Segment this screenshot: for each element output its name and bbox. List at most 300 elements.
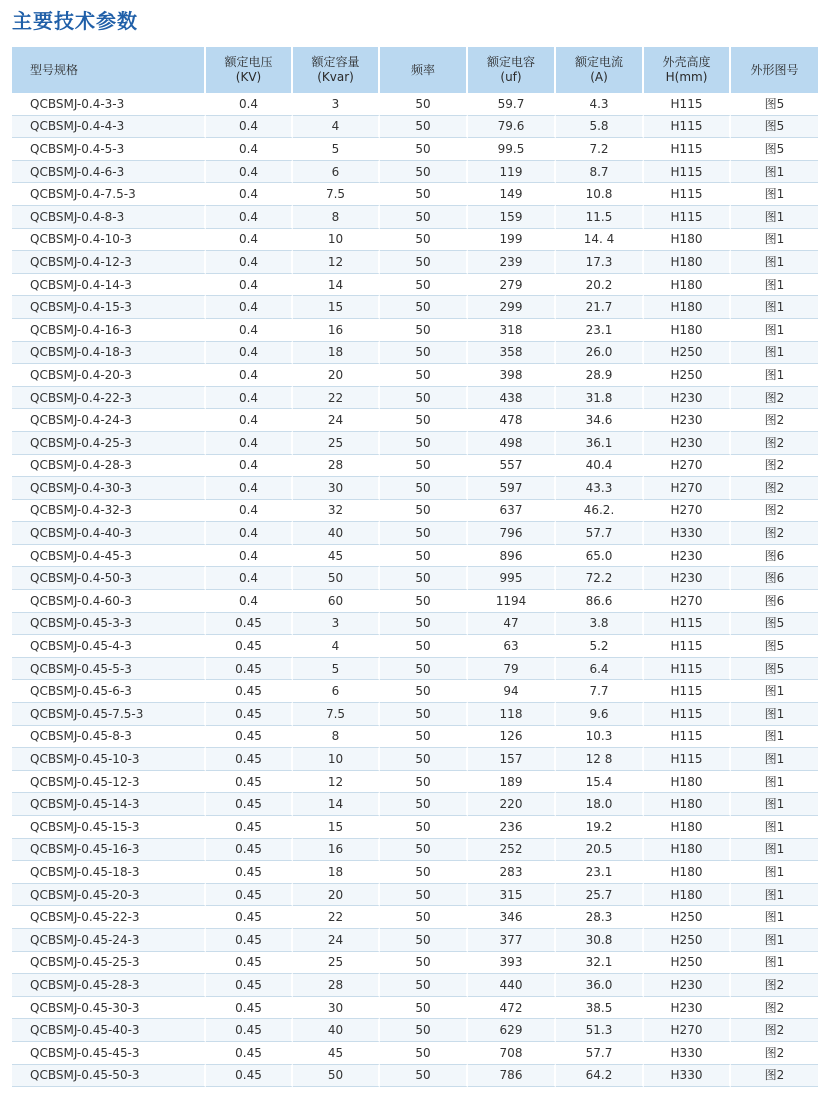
voltage-cell: 0.45 (206, 1065, 293, 1088)
capacitance-cell: 377 (468, 929, 556, 952)
capacity-cell: 10 (293, 748, 380, 771)
drawing-cell: 图5 (731, 635, 818, 658)
page-title: 主要技术参数 (12, 9, 138, 33)
height-cell: H330 (644, 1065, 731, 1088)
voltage-cell: 0.45 (206, 748, 293, 771)
capacity-cell: 6 (293, 161, 380, 184)
model-cell: QCBSMJ-0.4-15-3 (12, 296, 206, 319)
height-cell: H115 (644, 703, 731, 726)
height-cell: H180 (644, 816, 731, 839)
current-cell: 32.1 (556, 952, 644, 975)
frequency-cell: 50 (380, 1019, 468, 1042)
frequency-cell: 50 (380, 522, 468, 545)
capacity-cell: 7.5 (293, 183, 380, 206)
table-row (12, 522, 818, 545)
drawing-cell: 图5 (731, 658, 818, 681)
voltage-cell: 0.45 (206, 1042, 293, 1065)
header-model (12, 47, 206, 93)
drawing-cell: 图1 (731, 703, 818, 726)
drawing-cell: 图2 (731, 409, 818, 432)
voltage-cell: 0.45 (206, 703, 293, 726)
drawing-cell: 图1 (731, 183, 818, 206)
drawing-cell: 图6 (731, 545, 818, 568)
current-cell: 5.2 (556, 635, 644, 658)
capacitance-cell: 79 (468, 658, 556, 681)
height-cell: H180 (644, 319, 731, 342)
height-cell: H115 (644, 680, 731, 703)
drawing-cell: 图5 (731, 613, 818, 636)
header-outline-drawing (731, 47, 818, 93)
voltage-cell: 0.4 (206, 229, 293, 252)
drawing-cell: 图1 (731, 884, 818, 907)
current-cell: 7.2 (556, 138, 644, 161)
capacity-cell: 30 (293, 997, 380, 1020)
header-rated-current-unit: (A) (590, 70, 608, 84)
capacity-cell: 5 (293, 138, 380, 161)
capacity-cell: 28 (293, 974, 380, 997)
height-cell: H180 (644, 861, 731, 884)
capacitance-cell: 157 (468, 748, 556, 771)
current-cell: 34.6 (556, 409, 644, 432)
capacitance-cell: 118 (468, 703, 556, 726)
capacitance-cell: 315 (468, 884, 556, 907)
capacity-cell: 3 (293, 93, 380, 116)
capacity-cell: 12 (293, 251, 380, 274)
capacitance-cell: 597 (468, 477, 556, 500)
voltage-cell: 0.4 (206, 251, 293, 274)
table-row (12, 680, 818, 703)
model-cell: QCBSMJ-0.4-4-3 (12, 116, 206, 139)
drawing-cell: 图6 (731, 590, 818, 613)
drawing-cell: 图5 (731, 116, 818, 139)
header-rated-capacitance-label: 额定电容 (486, 55, 535, 69)
drawing-cell: 图5 (731, 93, 818, 116)
model-cell: QCBSMJ-0.45-24-3 (12, 929, 206, 952)
table-row (12, 726, 818, 749)
voltage-cell: 0.4 (206, 522, 293, 545)
voltage-cell: 0.45 (206, 816, 293, 839)
capacity-cell: 40 (293, 522, 380, 545)
table-row (12, 116, 818, 139)
model-cell: QCBSMJ-0.45-6-3 (12, 680, 206, 703)
capacity-cell: 18 (293, 342, 380, 365)
frequency-cell: 50 (380, 93, 468, 116)
current-cell: 20.5 (556, 839, 644, 862)
model-cell: QCBSMJ-0.4-22-3 (12, 387, 206, 410)
drawing-cell: 图1 (731, 816, 818, 839)
table-row (12, 839, 818, 862)
frequency-cell: 50 (380, 703, 468, 726)
model-cell: QCBSMJ-0.4-40-3 (12, 522, 206, 545)
table-row (12, 771, 818, 794)
height-cell: H180 (644, 229, 731, 252)
table-row (12, 816, 818, 839)
voltage-cell: 0.4 (206, 206, 293, 229)
voltage-cell: 0.4 (206, 93, 293, 116)
capacity-cell: 14 (293, 274, 380, 297)
table-row (12, 929, 818, 952)
frequency-cell: 50 (380, 748, 468, 771)
voltage-cell: 0.45 (206, 929, 293, 952)
current-cell: 28.9 (556, 364, 644, 387)
frequency-cell: 50 (380, 206, 468, 229)
header-case-height-unit: H(mm) (665, 70, 708, 84)
capacitance-cell: 393 (468, 952, 556, 975)
header-rated-current-label: 额定电流 (574, 55, 623, 69)
height-cell: H230 (644, 387, 731, 410)
capacitance-cell: 438 (468, 387, 556, 410)
current-cell: 11.5 (556, 206, 644, 229)
capacity-cell: 6 (293, 680, 380, 703)
table-row (12, 793, 818, 816)
voltage-cell: 0.4 (206, 319, 293, 342)
table-header-row (12, 47, 818, 93)
header-case-height (644, 47, 731, 93)
frequency-cell: 50 (380, 1042, 468, 1065)
header-rated-voltage-unit: (KV) (235, 70, 262, 84)
voltage-cell: 0.45 (206, 793, 293, 816)
table-row (12, 319, 818, 342)
height-cell: H250 (644, 929, 731, 952)
voltage-cell: 0.45 (206, 771, 293, 794)
height-cell: H180 (644, 296, 731, 319)
height-cell: H330 (644, 522, 731, 545)
model-cell: QCBSMJ-0.4-16-3 (12, 319, 206, 342)
voltage-cell: 0.45 (206, 861, 293, 884)
drawing-cell: 图1 (731, 319, 818, 342)
model-cell: QCBSMJ-0.4-12-3 (12, 251, 206, 274)
capacitance-cell: 220 (468, 793, 556, 816)
current-cell: 12 8 (556, 748, 644, 771)
current-cell: 36.0 (556, 974, 644, 997)
drawing-cell: 图1 (731, 726, 818, 749)
current-cell: 14. 4 (556, 229, 644, 252)
current-cell: 8.7 (556, 161, 644, 184)
current-cell: 36.1 (556, 432, 644, 455)
height-cell: H230 (644, 409, 731, 432)
drawing-cell: 图2 (731, 477, 818, 500)
current-cell: 28.3 (556, 906, 644, 929)
capacity-cell: 4 (293, 116, 380, 139)
table-row (12, 545, 818, 568)
table-row (12, 1065, 818, 1088)
frequency-cell: 50 (380, 545, 468, 568)
model-cell: QCBSMJ-0.45-5-3 (12, 658, 206, 681)
capacitance-cell: 708 (468, 1042, 556, 1065)
table-body (12, 93, 818, 1087)
model-cell: QCBSMJ-0.45-45-3 (12, 1042, 206, 1065)
frequency-cell: 50 (380, 997, 468, 1020)
frequency-cell: 50 (380, 229, 468, 252)
model-cell: QCBSMJ-0.45-7.5-3 (12, 703, 206, 726)
capacity-cell: 16 (293, 319, 380, 342)
drawing-cell: 图2 (731, 1065, 818, 1088)
model-cell: QCBSMJ-0.45-8-3 (12, 726, 206, 749)
capacity-cell: 14 (293, 793, 380, 816)
capacitance-cell: 896 (468, 545, 556, 568)
capacitance-cell: 236 (468, 816, 556, 839)
capacity-cell: 18 (293, 861, 380, 884)
height-cell: H230 (644, 545, 731, 568)
voltage-cell: 0.4 (206, 409, 293, 432)
current-cell: 51.3 (556, 1019, 644, 1042)
voltage-cell: 0.4 (206, 432, 293, 455)
voltage-cell: 0.4 (206, 342, 293, 365)
capacitance-cell: 149 (468, 183, 556, 206)
capacitance-cell: 440 (468, 974, 556, 997)
table-row (12, 161, 818, 184)
drawing-cell: 图1 (731, 906, 818, 929)
drawing-cell: 图1 (731, 342, 818, 365)
current-cell: 19.2 (556, 816, 644, 839)
table-row (12, 567, 818, 590)
frequency-cell: 50 (380, 680, 468, 703)
voltage-cell: 0.4 (206, 161, 293, 184)
frequency-cell: 50 (380, 500, 468, 523)
voltage-cell: 0.4 (206, 545, 293, 568)
current-cell: 15.4 (556, 771, 644, 794)
capacity-cell: 45 (293, 545, 380, 568)
frequency-cell: 50 (380, 409, 468, 432)
drawing-cell: 图2 (731, 974, 818, 997)
model-cell: QCBSMJ-0.4-10-3 (12, 229, 206, 252)
drawing-cell: 图1 (731, 861, 818, 884)
frequency-cell: 50 (380, 1065, 468, 1088)
capacity-cell: 25 (293, 432, 380, 455)
capacitance-cell: 189 (468, 771, 556, 794)
model-cell: QCBSMJ-0.45-16-3 (12, 839, 206, 862)
capacitance-cell: 99.5 (468, 138, 556, 161)
frequency-cell: 50 (380, 274, 468, 297)
voltage-cell: 0.4 (206, 387, 293, 410)
height-cell: H115 (644, 206, 731, 229)
model-cell: QCBSMJ-0.45-14-3 (12, 793, 206, 816)
capacitance-cell: 358 (468, 342, 556, 365)
capacitance-cell: 995 (468, 567, 556, 590)
frequency-cell: 50 (380, 296, 468, 319)
height-cell: H250 (644, 906, 731, 929)
capacitance-cell: 199 (468, 229, 556, 252)
capacitance-cell: 478 (468, 409, 556, 432)
capacitance-cell: 159 (468, 206, 556, 229)
drawing-cell: 图1 (731, 929, 818, 952)
model-cell: QCBSMJ-0.4-45-3 (12, 545, 206, 568)
current-cell: 38.5 (556, 997, 644, 1020)
voltage-cell: 0.45 (206, 680, 293, 703)
drawing-cell: 图5 (731, 138, 818, 161)
model-cell: QCBSMJ-0.4-18-3 (12, 342, 206, 365)
voltage-cell: 0.4 (206, 477, 293, 500)
height-cell: H115 (644, 183, 731, 206)
table-row (12, 1042, 818, 1065)
capacitance-cell: 63 (468, 635, 556, 658)
frequency-cell: 50 (380, 793, 468, 816)
header-rated-capacitance-unit: (uf) (500, 70, 522, 84)
current-cell: 17.3 (556, 251, 644, 274)
current-cell: 18.0 (556, 793, 644, 816)
height-cell: H115 (644, 635, 731, 658)
table-row (12, 183, 818, 206)
model-cell: QCBSMJ-0.4-7.5-3 (12, 183, 206, 206)
height-cell: H230 (644, 432, 731, 455)
model-cell: QCBSMJ-0.45-50-3 (12, 1065, 206, 1088)
voltage-cell: 0.4 (206, 567, 293, 590)
header-rated-capacity-label: 额定容量 (311, 55, 360, 69)
voltage-cell: 0.4 (206, 364, 293, 387)
header-rated-voltage-label: 额定电压 (224, 55, 273, 69)
model-cell: QCBSMJ-0.45-40-3 (12, 1019, 206, 1042)
capacity-cell: 22 (293, 906, 380, 929)
drawing-cell: 图1 (731, 771, 818, 794)
height-cell: H250 (644, 364, 731, 387)
capacity-cell: 3 (293, 613, 380, 636)
capacity-cell: 15 (293, 296, 380, 319)
height-cell: H270 (644, 1019, 731, 1042)
frequency-cell: 50 (380, 116, 468, 139)
model-cell: QCBSMJ-0.4-30-3 (12, 477, 206, 500)
frequency-cell: 50 (380, 319, 468, 342)
drawing-cell: 图1 (731, 229, 818, 252)
height-cell: H230 (644, 567, 731, 590)
height-cell: H270 (644, 477, 731, 500)
height-cell: H180 (644, 274, 731, 297)
frequency-cell: 50 (380, 567, 468, 590)
capacity-cell: 5 (293, 658, 380, 681)
capacitance-cell: 637 (468, 500, 556, 523)
model-cell: QCBSMJ-0.4-32-3 (12, 500, 206, 523)
height-cell: H115 (644, 138, 731, 161)
frequency-cell: 50 (380, 816, 468, 839)
current-cell: 23.1 (556, 319, 644, 342)
header-rated-capacity-unit: (Kvar) (317, 70, 354, 84)
capacity-cell: 40 (293, 1019, 380, 1042)
capacity-cell: 4 (293, 635, 380, 658)
height-cell: H115 (644, 658, 731, 681)
frequency-cell: 50 (380, 364, 468, 387)
voltage-cell: 0.4 (206, 455, 293, 478)
current-cell: 10.3 (556, 726, 644, 749)
capacity-cell: 24 (293, 929, 380, 952)
capacity-cell: 25 (293, 952, 380, 975)
model-cell: QCBSMJ-0.4-14-3 (12, 274, 206, 297)
frequency-cell: 50 (380, 839, 468, 862)
table-row (12, 590, 818, 613)
capacity-cell: 12 (293, 771, 380, 794)
model-cell: QCBSMJ-0.4-60-3 (12, 590, 206, 613)
voltage-cell: 0.45 (206, 952, 293, 975)
model-cell: QCBSMJ-0.45-22-3 (12, 906, 206, 929)
current-cell: 64.2 (556, 1065, 644, 1088)
table-row (12, 364, 818, 387)
model-cell: QCBSMJ-0.4-3-3 (12, 93, 206, 116)
table-row (12, 748, 818, 771)
drawing-cell: 图1 (731, 364, 818, 387)
current-cell: 30.8 (556, 929, 644, 952)
model-cell: QCBSMJ-0.45-15-3 (12, 816, 206, 839)
capacity-cell: 22 (293, 387, 380, 410)
model-cell: QCBSMJ-0.45-12-3 (12, 771, 206, 794)
capacitance-cell: 79.6 (468, 116, 556, 139)
current-cell: 31.8 (556, 387, 644, 410)
height-cell: H230 (644, 974, 731, 997)
capacitance-cell: 318 (468, 319, 556, 342)
frequency-cell: 50 (380, 613, 468, 636)
current-cell: 7.7 (556, 680, 644, 703)
voltage-cell: 0.45 (206, 658, 293, 681)
capacity-cell: 7.5 (293, 703, 380, 726)
height-cell: H270 (644, 500, 731, 523)
table-row (12, 229, 818, 252)
drawing-cell: 图2 (731, 432, 818, 455)
height-cell: H330 (644, 1042, 731, 1065)
drawing-cell: 图2 (731, 522, 818, 545)
capacitance-cell: 557 (468, 455, 556, 478)
voltage-cell: 0.45 (206, 613, 293, 636)
header-rated-current (556, 47, 644, 93)
height-cell: H230 (644, 997, 731, 1020)
capacitance-cell: 629 (468, 1019, 556, 1042)
table-row (12, 432, 818, 455)
voltage-cell: 0.45 (206, 839, 293, 862)
model-cell: QCBSMJ-0.45-3-3 (12, 613, 206, 636)
capacity-cell: 16 (293, 839, 380, 862)
frequency-cell: 50 (380, 590, 468, 613)
capacitance-cell: 398 (468, 364, 556, 387)
drawing-cell: 图2 (731, 500, 818, 523)
voltage-cell: 0.4 (206, 183, 293, 206)
header-outline-drawing-label: 外形图号 (750, 62, 799, 77)
table-row (12, 703, 818, 726)
table-row (12, 658, 818, 681)
current-cell: 40.4 (556, 455, 644, 478)
height-cell: H250 (644, 342, 731, 365)
capacity-cell: 60 (293, 590, 380, 613)
capacitance-cell: 47 (468, 613, 556, 636)
drawing-cell: 图1 (731, 251, 818, 274)
capacitance-cell: 59.7 (468, 93, 556, 116)
table-row (12, 296, 818, 319)
table-row (12, 477, 818, 500)
header-case-height-label: 外壳高度 (662, 55, 711, 69)
current-cell: 43.3 (556, 477, 644, 500)
table-row (12, 906, 818, 929)
drawing-cell: 图1 (731, 161, 818, 184)
capacity-cell: 20 (293, 884, 380, 907)
voltage-cell: 0.45 (206, 997, 293, 1020)
frequency-cell: 50 (380, 952, 468, 975)
drawing-cell: 图2 (731, 1019, 818, 1042)
current-cell: 86.6 (556, 590, 644, 613)
capacitance-cell: 796 (468, 522, 556, 545)
current-cell: 9.6 (556, 703, 644, 726)
capacity-cell: 15 (293, 816, 380, 839)
frequency-cell: 50 (380, 635, 468, 658)
current-cell: 10.8 (556, 183, 644, 206)
drawing-cell: 图1 (731, 748, 818, 771)
capacitance-cell: 119 (468, 161, 556, 184)
frequency-cell: 50 (380, 161, 468, 184)
table-row (12, 274, 818, 297)
capacitance-cell: 786 (468, 1065, 556, 1088)
table-row (12, 1019, 818, 1042)
height-cell: H180 (644, 771, 731, 794)
frequency-cell: 50 (380, 477, 468, 500)
model-cell: QCBSMJ-0.45-25-3 (12, 952, 206, 975)
current-cell: 4.3 (556, 93, 644, 116)
table-row (12, 251, 818, 274)
current-cell: 72.2 (556, 567, 644, 590)
table-row (12, 997, 818, 1020)
